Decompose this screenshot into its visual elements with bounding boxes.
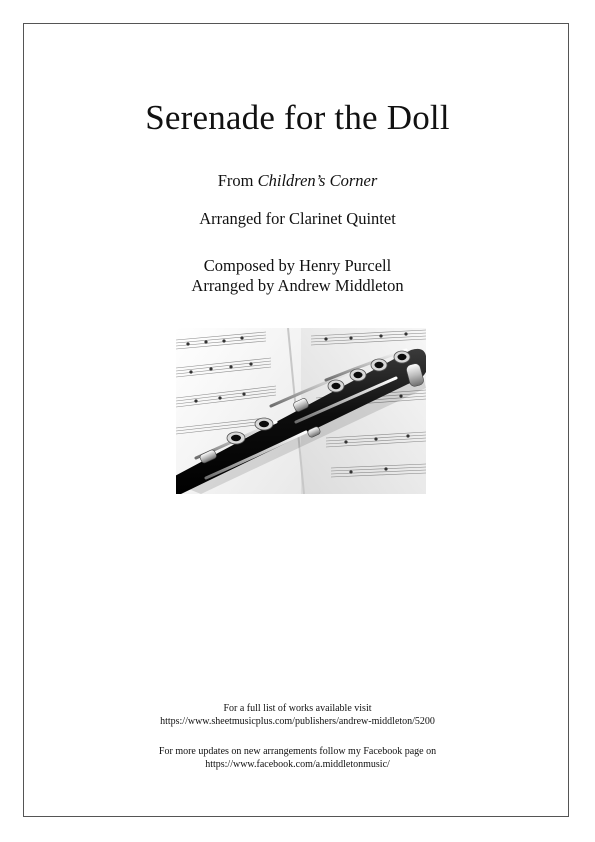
works-list-text: For a full list of works available visit xyxy=(223,703,372,714)
cover-photo xyxy=(176,328,426,494)
instrumentation-line: Arranged for Clarinet Quintet xyxy=(199,209,396,228)
facebook-notice xyxy=(0,745,595,771)
score-title: Serenade for the Doll xyxy=(145,98,450,137)
composer-credit: Composed by Henry Purcell xyxy=(203,256,392,275)
clarinet-on-sheet-music-icon xyxy=(176,328,426,494)
works-list-notice xyxy=(0,702,595,728)
source-work-title: Children’s Corner xyxy=(257,171,378,190)
source-work-prefix: From xyxy=(217,171,258,190)
works-list-link[interactable]: https://www.sheetmusicplus.com/publishers/andrew-middleton/5200 xyxy=(160,716,435,727)
source-work-line xyxy=(0,171,595,191)
facebook-text: For more updates on new arrangements follow my Facebook page on xyxy=(158,746,437,757)
facebook-link[interactable]: https://www.facebook.com/a.middletonmusic/ xyxy=(205,759,390,770)
credits-block xyxy=(0,256,595,296)
arranger-credit: Arranged by Andrew Middleton xyxy=(191,276,404,295)
